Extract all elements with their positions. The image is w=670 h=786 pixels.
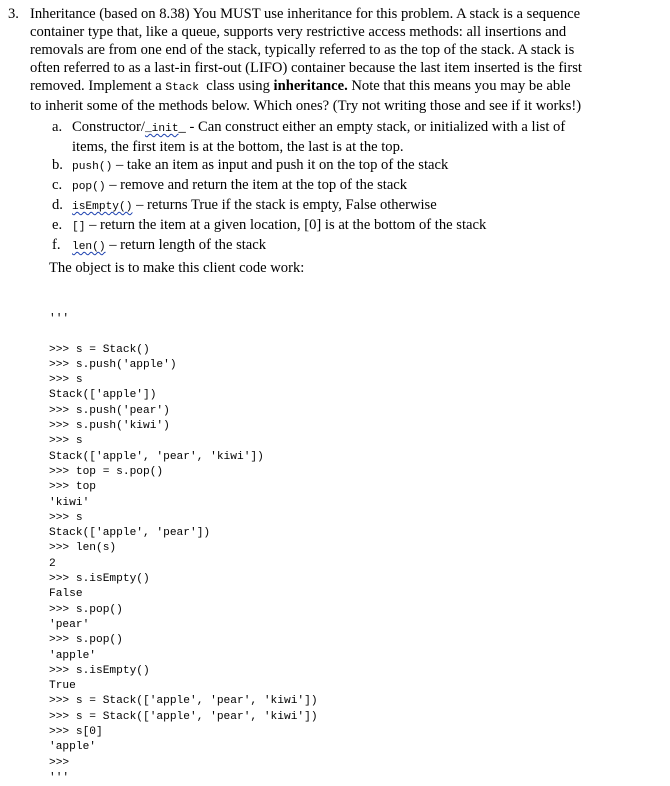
item-label: d. (52, 197, 63, 213)
code-line: >>> s = Stack() (49, 343, 150, 356)
code-line: >>> s.push('apple') (49, 358, 177, 371)
code-line: False (49, 588, 83, 601)
item-label: a. (52, 119, 63, 135)
code-line: >>> s = Stack(['apple', 'pear', 'kiwi']) (49, 695, 318, 708)
code-line: >>> len(s) (49, 542, 117, 555)
client-code-block (49, 312, 318, 786)
code-line: >>> s.pop() (49, 603, 123, 616)
code-line: ''' (49, 771, 70, 784)
code-line: >>> (49, 756, 70, 769)
method-list (52, 118, 648, 256)
stack-class-code: Stack (165, 82, 199, 94)
code-line: >>> s (49, 511, 83, 524)
intro-line: Inheritance (based on 8.38) You MUST use inheritance for this problem. A stack is a sequence (30, 6, 581, 22)
code-line: Stack(['apple', 'pear', 'kiwi']) (49, 450, 264, 463)
code-line: >>> s.pop() (49, 634, 123, 647)
intro-line: to inherit some of the methods below. Which ones? (Try not writing those and see if it works!) (30, 98, 582, 114)
code-line: 'apple' (49, 741, 96, 754)
intro-line: container type that, like a queue, supports very restrictive access methods: all insertions and (30, 24, 567, 40)
item-text-continued: items, the first item is at the bottom, the last is at the top. (72, 139, 404, 155)
item-label: f. (52, 237, 61, 253)
code-line: >>> top = s.pop() (49, 465, 164, 478)
item-label: b. (52, 157, 63, 173)
code-line: >>> top (49, 481, 96, 494)
code-line (49, 327, 318, 342)
item-text: – return length of the stack (105, 237, 267, 253)
intro-line: removals are from one end of the stack, typically referred to as the top of the stack. A stack is (30, 42, 575, 58)
code-line: >>> s.isEmpty() (49, 573, 150, 586)
intro-line (30, 77, 648, 97)
item-label: c. (52, 177, 63, 193)
code-line: >>> s.push('kiwi') (49, 420, 170, 433)
list-item-index (52, 216, 648, 236)
code-line: 'pear' (49, 618, 90, 631)
code-line: >>> s.isEmpty() (49, 664, 150, 677)
code-line: >>> s (49, 374, 83, 387)
intro-text: removed. Implement a (30, 78, 162, 94)
item-label: e. (52, 217, 63, 233)
list-item-constructor (52, 118, 648, 156)
code-line: Stack(['apple']) (49, 389, 157, 402)
list-item-len (52, 236, 648, 256)
item-text: – remove and return the item at the top of the stack (105, 177, 408, 193)
item-text: _ (178, 119, 186, 135)
list-item-isempty (52, 196, 648, 216)
problem-intro (30, 5, 648, 115)
code-line: True (49, 680, 76, 693)
intro-text: class using (206, 78, 270, 94)
item-text: - Can construct either an empty stack, or initialized with a list of (185, 119, 566, 135)
item-text: – returns True if the stack is empty, False otherwise (132, 197, 437, 213)
code-line: 'apple' (49, 649, 96, 662)
pop-code: pop() (72, 181, 106, 193)
intro-line: often referred to as a last-in first-out (LIFO) container because the last item inserted is the first (30, 60, 582, 76)
client-instructions: The object is to make this client code work: (49, 260, 305, 276)
code-line: >>> s[0] (49, 726, 103, 739)
code-line: 'kiwi' (49, 496, 90, 509)
init-code: _init (144, 123, 179, 135)
code-line: Stack(['apple', 'pear']) (49, 527, 211, 540)
code-line: 2 (49, 557, 56, 570)
code-line: ''' (49, 313, 70, 325)
isempty-code: isEmpty() (72, 201, 133, 213)
item-text: – return the item at a given location, [0] is at the bottom of the stack (85, 217, 487, 233)
push-code: push() (72, 161, 113, 173)
code-line: >>> s (49, 435, 83, 448)
intro-text: Note that this means you may be able (351, 78, 571, 94)
code-line: >>> s = Stack(['apple', 'pear', 'kiwi']) (49, 710, 318, 723)
question-number: 3. (8, 6, 19, 22)
item-text: – take an item as input and push it on the top of the stack (112, 157, 449, 173)
inheritance-bold: inheritance. (273, 78, 348, 94)
len-code: len() (72, 241, 106, 253)
item-text: Constructor/ (72, 119, 145, 135)
index-code: [] (72, 221, 86, 233)
code-line: >>> s.push('pear') (49, 404, 170, 417)
list-item-pop (52, 176, 648, 196)
list-item-push (52, 156, 648, 176)
